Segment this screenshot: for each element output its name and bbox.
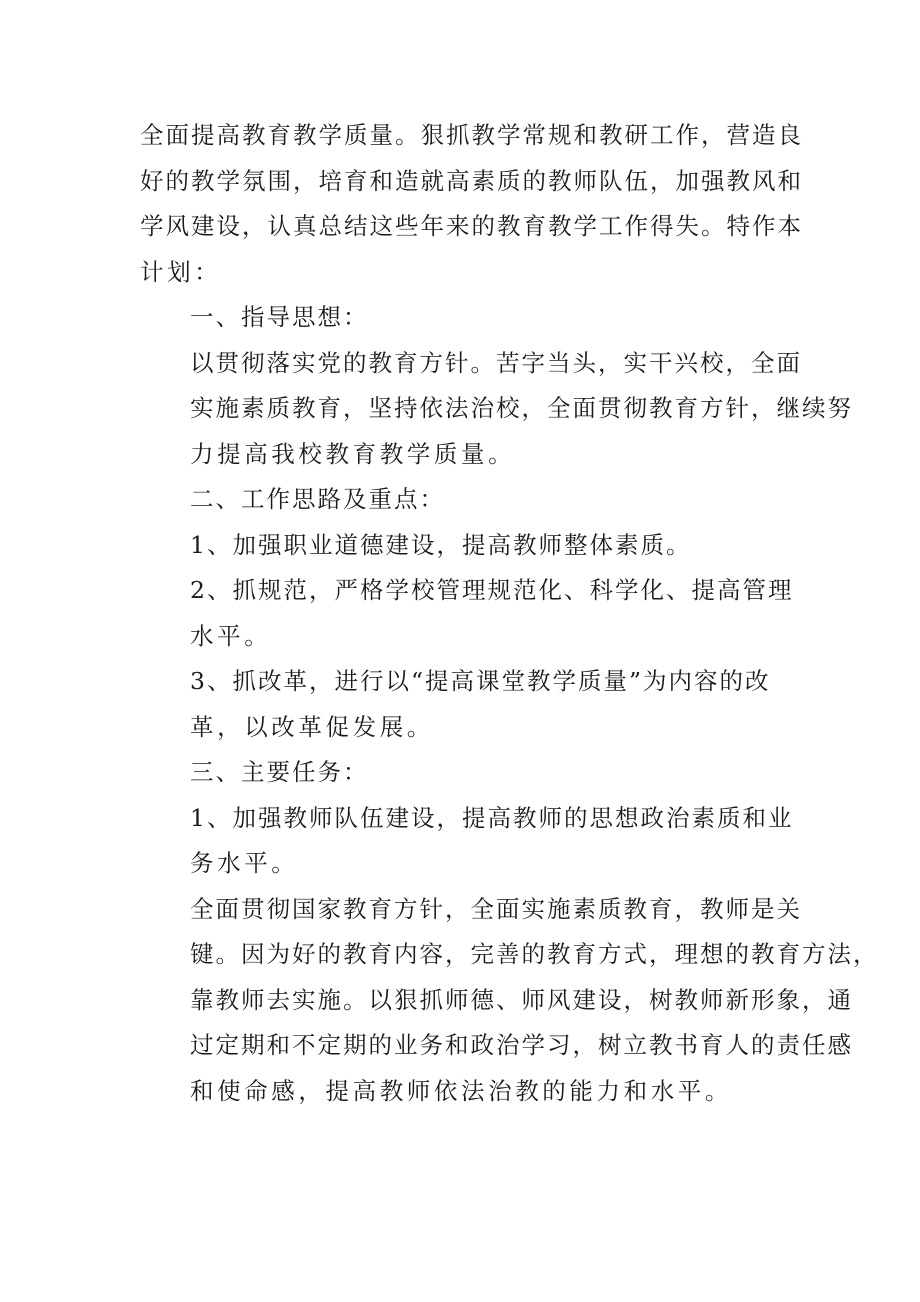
text-line: 1、加强教师队伍建设，提高教师的思想政治素质和业: [190, 803, 794, 832]
paragraph-teacher-team: [140, 887, 879, 1115]
text-line: 三、主要任务：: [190, 758, 369, 786]
text-line: 1、加强职业道德建设，提高教师整体素质。: [190, 530, 692, 559]
text-line: 以贯彻落实党的教育方针。苦字当头，实干兴校，全面: [190, 348, 802, 377]
text-line: 二、工作思路及重点：: [190, 485, 445, 513]
text-line: 力提高我校教育教学质量。: [190, 439, 516, 468]
text-line: 靠教师去实施。以狠抓师德、师风建设，树教师新形象，通: [190, 985, 853, 1014]
text-line: 务水平。: [190, 849, 299, 877]
text-line: 水平。: [190, 621, 272, 650]
text-line: 3、抓改革，进行以“提高课堂教学质量”为内容的改: [190, 667, 771, 695]
text-line: 全面贯彻国家教育方针，全面实施素质教育，教师是关: [190, 894, 802, 923]
text-line: 键。因为好的教育内容，完善的教育方式，理想的教育方法，: [190, 940, 879, 968]
list-item-2: [140, 568, 794, 659]
text-line: 2、抓规范，严格学校管理规范化、科学化、提高管理: [190, 576, 794, 604]
text-line: 学风建设，认真总结这些年来的教育教学工作得失。特作本: [140, 212, 803, 240]
text-line: 一、指导思想：: [190, 303, 369, 331]
list-item-1: [140, 523, 782, 569]
text-line: 革，以改革促发展。: [190, 712, 434, 741]
task-item-1: [140, 796, 794, 887]
section-heading-work-ideas: [140, 477, 782, 523]
text-line: 全面提高教育教学质量。狠抓教学常规和教研工作，营造良: [140, 121, 803, 149]
paragraph-guiding-ideology: [140, 341, 853, 478]
document-body: [140, 113, 879, 1114]
text-line: 好的教学氛围，培育和造就高素质的教师队伍，加强教风和: [140, 166, 803, 195]
text-line: 和使命感，提高教师依法治教的能力和水平。: [190, 1076, 732, 1105]
text-line: 过定期和不定期的业务和政治学习，树立教书育人的责任感: [190, 1031, 853, 1059]
list-item-3: [140, 659, 782, 750]
paragraph-intro: [140, 113, 803, 295]
text-line: 实施素质教育，坚持依法治校，全面贯彻教育方针，继续努: [190, 394, 853, 422]
text-line: 计划：: [140, 257, 222, 286]
section-heading-guiding-ideology: [140, 295, 782, 341]
section-heading-main-tasks: [140, 750, 782, 796]
